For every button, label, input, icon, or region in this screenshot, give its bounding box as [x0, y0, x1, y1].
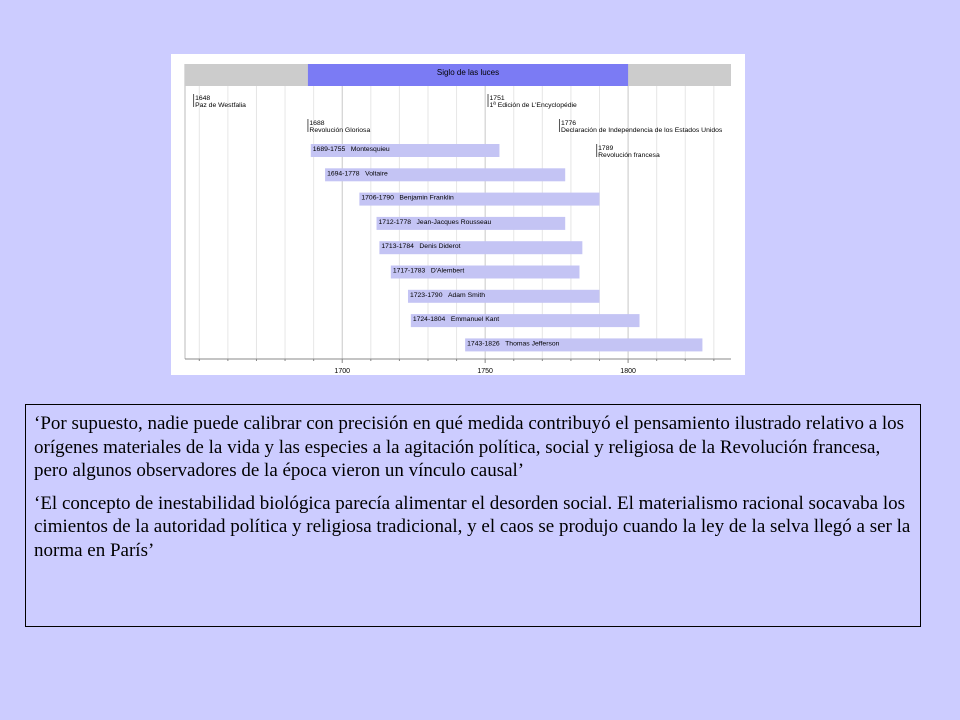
enlightenment-timeline: [171, 54, 745, 375]
person-name: Montesquieu: [350, 146, 390, 153]
era-label: Siglo de las luces: [436, 68, 500, 77]
axis-tick-label: 1800: [620, 368, 636, 375]
person-name: Emmanuel Kant: [450, 316, 500, 324]
event-label: Revolución Gloriosa: [309, 127, 371, 134]
event-label: Paz de Westfalia: [195, 102, 246, 109]
person-dates: 1717-1783: [392, 267, 426, 275]
axis-tick-label: 1700: [334, 368, 351, 375]
person-name: Jean-Jacques Rousseau: [416, 218, 492, 226]
person-bar: [465, 338, 702, 351]
person-dates: 1723-1790: [409, 291, 443, 299]
event-year: 1648: [195, 95, 211, 102]
timeline-svg: [171, 54, 745, 375]
person-dates: 1694-1778: [327, 170, 360, 178]
person-bar: [325, 168, 565, 181]
person-bar: [359, 193, 599, 206]
person-name: Denis Diderot: [419, 243, 461, 251]
quote-paragraph-2: ‘El concepto de inestabilidad biológica parecía alimentar el desorden social. El materialismo racional socavaba los cimientos de la autoridad política y religiosa tradicional, y el caos se produjo cuando la ley de la selva llegó a ser la norma en París’: [34, 492, 911, 561]
person-dates: 1724-1804: [412, 316, 446, 324]
person-dates: 1689-1755: [312, 146, 346, 153]
quote-paragraph-1: ‘Por supuesto, nadie puede calibrar con precisión en qué medida contribuyó el pensamiento ilustrado relativo a los orígenes materiales de la vida y las especies a la agitación política, social y religiosa de la Revolución francesa, pero algunos observadores de la época vieron un vínculo causal’: [34, 413, 905, 481]
event-label: 1ª Edición de L'Encyclopédie: [489, 102, 577, 109]
person-dates: 1706-1790: [361, 194, 394, 202]
event-year: 1751: [489, 95, 505, 102]
person-name: D'Alembert: [430, 267, 465, 275]
person-dates: 1713-1784: [381, 243, 414, 251]
person-name: Benjamin Franklin: [399, 194, 454, 202]
person-dates: 1743-1826: [467, 340, 500, 348]
axis-tick-label: 1750: [477, 368, 493, 375]
person-name: Adam Smith: [447, 291, 486, 299]
person-dates: 1712-1778: [378, 218, 412, 226]
event-year: 1688: [309, 120, 325, 127]
event-year: 1776: [560, 120, 577, 127]
event-label: Declaración de Independencia de los Estados Unidos: [560, 127, 723, 134]
quote-box: [25, 404, 921, 627]
event-label: Revolución francesa: [598, 152, 660, 159]
event-year: 1789: [598, 145, 614, 152]
person-name: Voltaire: [365, 170, 388, 178]
person-name: Thomas Jefferson: [505, 340, 560, 348]
